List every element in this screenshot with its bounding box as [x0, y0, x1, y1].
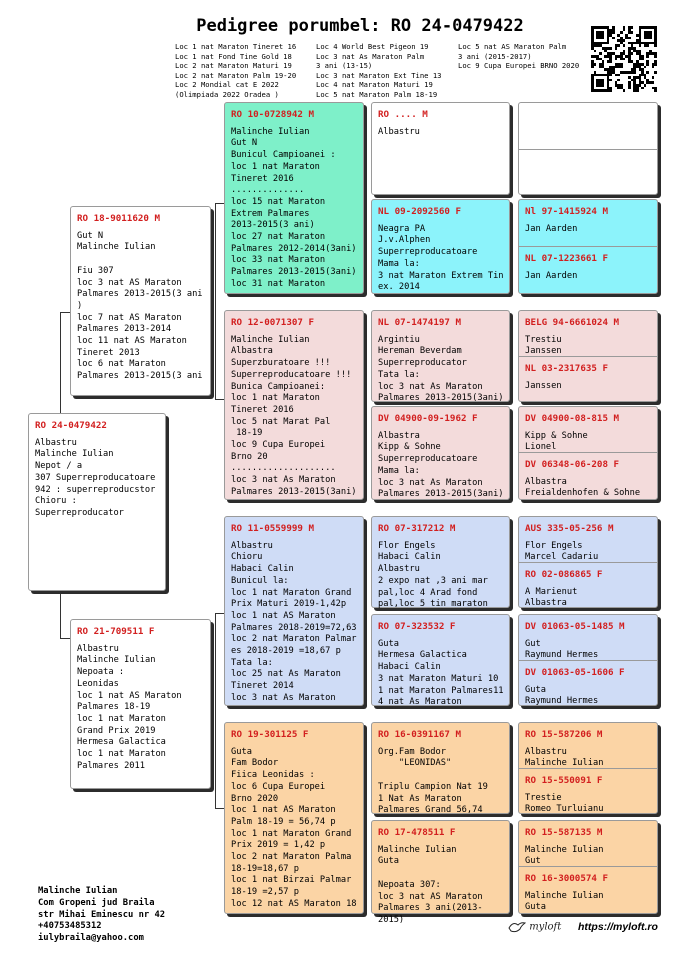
pigeon-details: Malinche Iulian Gut N Bunicul Campioanei : loc 1 nat Maraton Tineret 2016 .............. loc 15 nat Maraton Extrem Palmares 2013-2015(3 ani) loc 27 nat Maraton Palmares 2012-2014(3ani) loc 33 nat Maraton Palmares 2013-2015(3ani) loc 31 nat Maraton [231, 126, 357, 289]
ring-number: RO 15-550091 F [525, 775, 603, 786]
pigeon-details: Malinche Iulian Albastra Superzburatoare !!! Superreproducatoare !!! Bunica Campioanei: loc 1 nat Maraton Tineret 2016 loc 5 nat Marat Pal 18-19 loc 9 Cupa Europei Brno 20 .................... loc 3 nat As Maraton Palmares 2013-2015(3ani) [231, 334, 357, 497]
ancestor-pair-card [518, 406, 658, 500]
ring-number: RO 16-0391167 M [378, 729, 461, 740]
great-grandparent-card [371, 102, 510, 195]
pigeon-details: Janssen [525, 380, 562, 391]
pigeon-details: Flor Engels Habaci Calin Albastru 2 expo nat ,3 ani mar pal,loc 4 Arad fond pal,loc 5 tin maraton [378, 540, 488, 610]
pigeon-details: Trestiu Janssen [525, 334, 562, 357]
ring-number: NL 09-2092560 F [378, 206, 461, 217]
ancestor-slot [519, 407, 657, 452]
ring-number: RO 18-9011620 M [77, 213, 160, 224]
granddam-paternal-card [224, 310, 364, 500]
grandsire-maternal-card [224, 516, 364, 706]
connector-line [215, 808, 224, 809]
pigeon-details: Albastru [378, 126, 420, 137]
connector-line [215, 613, 216, 808]
ancestor-pair-card [518, 820, 658, 914]
myloft-logo [508, 920, 561, 934]
ancestor-slot [519, 517, 657, 562]
great-grandparent-card [371, 310, 510, 402]
ring-number: NL 07-1474197 M [378, 317, 461, 328]
ancestor-slot [519, 615, 657, 660]
connector-line [215, 399, 224, 400]
great-grandparent-card [371, 406, 510, 500]
great-grandparent-card [371, 722, 510, 814]
ancestor-slot [519, 356, 657, 403]
pigeon-details: Albastra Freialdenhofen & Sohne [525, 476, 641, 499]
page-title: Pedigree porumbel: RO 24-0479422 [196, 16, 524, 36]
granddam-maternal-card [224, 722, 364, 914]
pigeon-details: Org.Fam Bodor "LEONIDAS" Triplu Campion Nat 19 1 Nat As Maraton Palmares Grand 56,74 [378, 746, 488, 816]
connector-line [215, 613, 224, 614]
ancestor-pair-card [518, 310, 658, 402]
connector-line [60, 312, 61, 414]
logo-text: myloft [529, 921, 562, 933]
ring-number: RO 15-587135 M [525, 827, 603, 838]
pigeon-details: Guta Fam Bodor Fiica Leonidas : loc 6 Cupa Europei Brno 2020 loc 1 nat AS Maraton Palm 18-19 = 56,74 p loc 1 nat Maraton Grand Prix 2019 = 1,42 p loc 2 nat Maraton Palma 18-19=18,67 p loc 1 nat Birzai Palmar 18-19 =2,57 p loc 12 nat AS Maraton 18 [231, 746, 357, 909]
ring-number: RO 07-323532 F [378, 621, 456, 632]
breeder-contact: Malinche Iulian Com Gropeni jud Braila str Mihai Eminescu nr 42 +40753485312 iulybraila@yahoo.com [38, 886, 166, 944]
ring-number: AUS 335-05-256 M [525, 523, 614, 534]
ancestor-pair-card [518, 516, 658, 608]
website-link[interactable]: https://myloft.ro [578, 921, 658, 933]
ring-number: RO 19-301125 F [231, 729, 309, 740]
ring-number: BELG 94-6661024 M [525, 317, 620, 328]
pigeon-details: Malinche Iulian Gut [525, 844, 604, 867]
ancestor-slot [519, 311, 657, 356]
ring-number: RO 12-0071307 F [231, 317, 314, 328]
ring-number: NL 03-2317635 F [525, 363, 608, 374]
ancestor-slot [519, 246, 657, 295]
pigeon-details: Albastra Kipp & Sohne Superreproducatoare Mama la: loc 3 nat As Maraton Palmares 2013-2015(3ani) [378, 430, 504, 500]
ancestor-pair-card [518, 722, 658, 814]
ring-number: RO 17-478511 F [378, 827, 456, 838]
pigeon-logo-icon [508, 920, 526, 934]
results-column-2: Loc 4 World Best Pigeon 19 Loc 3 nat As Maraton Palm 3 ani (13-15) Loc 3 nat Maraton Ext Tine 13 Loc 4 nat Maraton Maturi 19 Loc 5 nat Maraton Palm 18-19 [316, 42, 442, 99]
pigeon-details: A Marienut Albastra [525, 586, 578, 609]
ring-number: DV 04900-09-1962 F [378, 413, 478, 424]
pigeon-details: Flor Engels Marcel Cadariu [525, 540, 599, 563]
connector-line [215, 203, 216, 399]
ring-number: DV 01063-05-1485 M [525, 621, 625, 632]
pigeon-details: Argintiu Hereman Beverdam Superreproducator Tata la: loc 3 nat As Maraton Palmares 2013-2015(3ani) [378, 334, 504, 404]
pigeon-details: Trestie Romeo Turluianu [525, 792, 604, 815]
qr-code-icon [591, 26, 657, 92]
pigeon-details: Guta Hermesa Galactica Habaci Calin 3 nat Maraton Maturi 10 1 nat Maraton Palmares11 4 nat As Maraton [378, 638, 504, 708]
ring-number: DV 06348-06-208 F [525, 459, 620, 470]
results-column-3: Loc 5 nat AS Maraton Palm 3 ani (2015-2017) Loc 9 Cupa Europei BRNO 2020 [458, 42, 580, 71]
ring-number: RO 10-0728942 M [231, 109, 314, 120]
great-grandparent-card [371, 614, 510, 706]
results-column-1: Loc 1 nat Maraton Tineret 16 Loc 1 nat Fond Tine Gold 18 Loc 2 nat Maraton Maturi 19 Loc 2 nat Maraton Palm 19-20 Loc 2 Mondial cat E 2022 (Olimpiada 2022 Oradea ) [175, 42, 297, 99]
pigeon-details: Gut Raymund Hermes [525, 638, 599, 661]
ring-number: RO 02-086865 F [525, 569, 603, 580]
pigeon-details: Guta Raymund Hermes [525, 684, 599, 707]
ancestor-slot [519, 103, 657, 149]
pigeon-details: Gut N Malinche Iulian Fiu 307 loc 3 nat AS Maraton Palmares 2013-2015(3 ani ) loc 7 nat AS Maraton Palmares 2013-2014 loc 11 nat AS Maraton Tineret 2013 loc 6 nat Maraton Palmares 2013-2015(3 ani [77, 230, 203, 382]
ring-number: RO 07-317212 M [378, 523, 456, 534]
pigeon-details: Malinche Iulian Guta Nepoata 307: loc 3 nat AS Maraton Palmares 3 ani(2013-2015) [378, 844, 483, 925]
ancestor-slot [519, 452, 657, 501]
ring-number: RO 16-3000574 F [525, 873, 608, 884]
ancestor-slot [519, 821, 657, 866]
pigeon-details: Albastru Malinche Iulian [525, 746, 604, 769]
connector-line [60, 638, 70, 639]
pigeon-details: Jan Aarden [525, 223, 578, 234]
great-grandparent-card [371, 516, 510, 608]
great-grandparent-card [371, 820, 510, 925]
pigeon-details: Albastru Chioru Habaci Calin Bunicul la: loc 1 nat Maraton Grand Prix Maturi 2019-1,42p loc 1 nat AS Maraton Palmares 2018-2019=72,63 loc 2 nat Maraton Palmar es 2018-2019 =18,67 p Tata la: loc 25 nat As Maraton Tineret 2014 loc 3 nat As Maraton [231, 540, 357, 703]
connector-line [60, 312, 70, 313]
dam-card [70, 619, 211, 789]
ring-number: RO 21-709511 F [77, 626, 155, 637]
ring-number: RO .... M [378, 109, 428, 120]
ancestor-slot [519, 723, 657, 768]
ring-number: RO 11-0559999 M [231, 523, 314, 534]
subject-card [28, 413, 166, 591]
pigeon-details: Kipp & Sohne Lionel [525, 430, 588, 453]
sire-card [70, 206, 211, 396]
ancestor-slot [519, 200, 657, 246]
ancestor-slot [519, 562, 657, 609]
ring-number: NL 07-1223661 F [525, 253, 608, 264]
ancestor-slot [519, 866, 657, 915]
ring-number: Nl 97-1415924 M [525, 206, 608, 217]
grandsire-paternal-card [224, 102, 364, 294]
ring-number: RO 24-0479422 [35, 420, 107, 431]
ring-number: DV 01063-05-1606 F [525, 667, 625, 678]
pigeon-details: Albastru Malinche Iulian Nepot / a 307 Superreproducatoare 942 : superreproducstor Chioru : Superreproducator [35, 437, 156, 518]
ancestor-pair-card [518, 614, 658, 706]
ancestor-slot [519, 768, 657, 815]
great-grandparent-card [371, 199, 510, 294]
ancestor-slot [519, 660, 657, 707]
ancestor-slot [519, 149, 657, 196]
ancestor-pair-card [518, 102, 658, 195]
pigeon-details: Neagra PA J.v.Alphen Superreproducatoare Mama la: 3 nat Maraton Extrem Tin ex. 2014 [378, 223, 504, 293]
ring-number: DV 04900-08-815 M [525, 413, 620, 424]
connector-line [215, 203, 224, 204]
pigeon-details: Jan Aarden [525, 270, 578, 281]
qr-module [654, 89, 657, 92]
ancestor-pair-card [518, 199, 658, 294]
ring-number: RO 15-587206 M [525, 729, 603, 740]
pigeon-details: Albastru Malinche Iulian Nepoata : Leonidas loc 1 nat AS Maraton Palmares 18-19 loc 1 nat Maraton Grand Prix 2019 Hermesa Galactica loc 1 nat Maraton Palmares 2011 [77, 643, 182, 771]
pigeon-details: Malinche Iulian Guta [525, 890, 604, 913]
